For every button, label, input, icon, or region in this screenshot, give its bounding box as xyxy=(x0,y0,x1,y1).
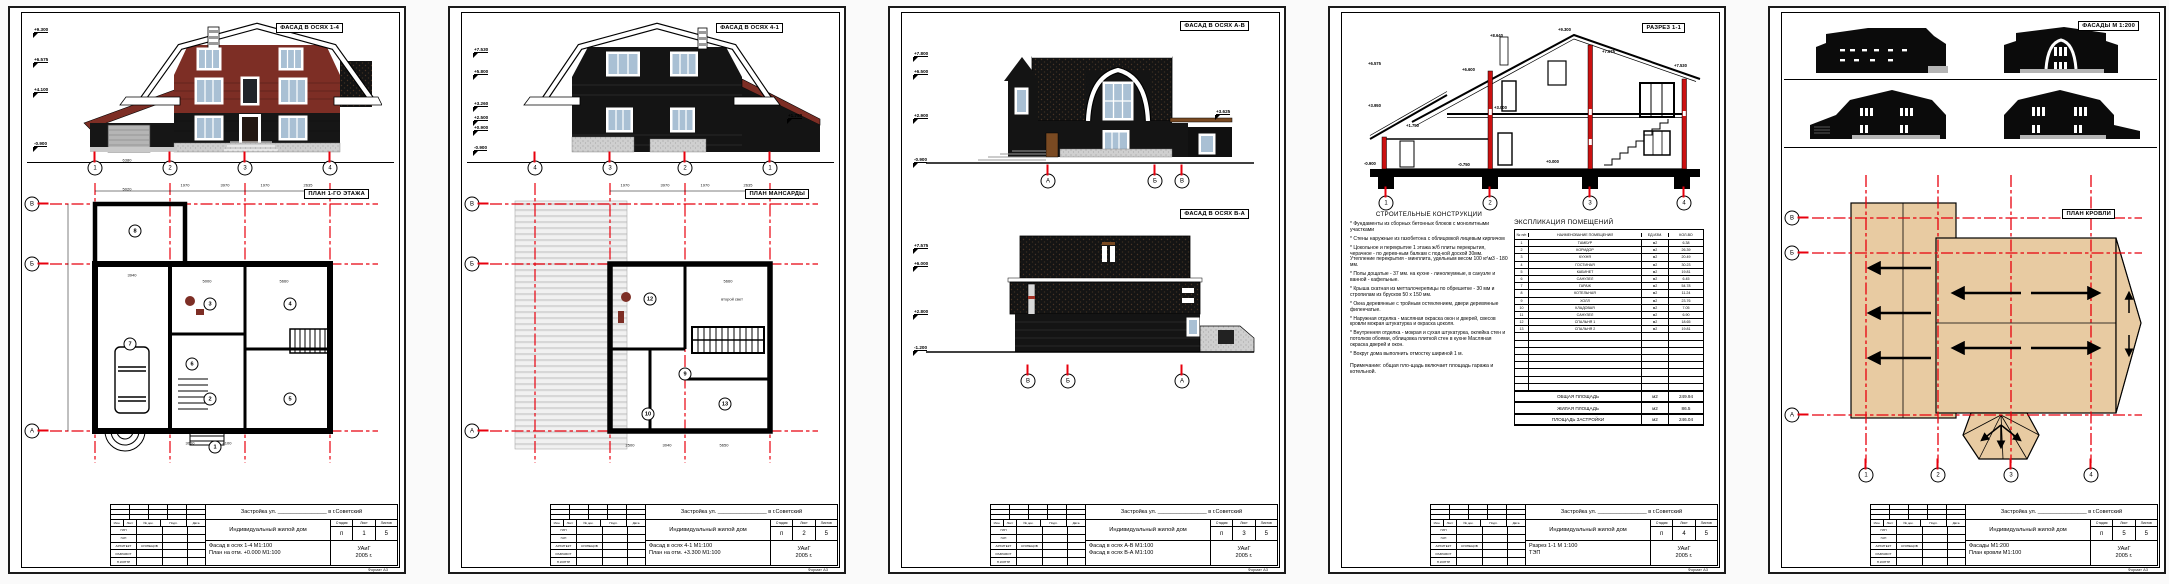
room-number: 3 xyxy=(204,298,217,311)
dimension: 1970 xyxy=(620,182,630,188)
organization: УАиГ 2005 г. xyxy=(355,546,373,559)
room-schedule-row: 9 ХОЛЛ м2 23.76 xyxy=(1515,298,1703,305)
sheet-2 xyxy=(448,6,846,574)
mini-facade-3 xyxy=(1804,83,1970,141)
project-name: Индивидуальный жилой дом xyxy=(206,520,331,540)
svg-text:+7.530: +7.530 xyxy=(1674,63,1687,68)
mini-facade-1 xyxy=(1810,23,1960,75)
svg-text:+0.000: +0.000 xyxy=(1546,159,1559,164)
construction-notes xyxy=(1350,211,1508,375)
attic-plan-drawing xyxy=(480,179,825,479)
sheet-total: 5 xyxy=(824,530,828,537)
sheet-1-frame xyxy=(21,12,400,568)
axis-bubble: Б xyxy=(465,257,480,272)
project-address: Застройка ул. ________________ в г.Советский xyxy=(1086,505,1277,520)
room-schedule-row: 6 САНУЗЕЛ м2 6.45 xyxy=(1515,276,1703,283)
format-note: Формат А3 xyxy=(1687,567,1708,572)
view-label-plan-1: ПЛАН 1-ГО ЭТАЖА xyxy=(304,189,369,199)
axis-bubble: 1 xyxy=(763,161,778,176)
axis-bubble: Б xyxy=(1148,174,1163,189)
svg-text:+3.950: +3.950 xyxy=(1368,103,1381,108)
room-schedule xyxy=(1514,219,1704,426)
organization: УАиГ 2005 г. xyxy=(795,546,813,559)
sheet-content-description: Фасад в осях 4-1 М1:100 План на отм. +3.300 М1:100 xyxy=(646,541,771,565)
construction-note-item: * Внутренняя отделка - мокрая и сухая штукатурка, оклейка стен и потолков обоями, облицовка плиткой стен в кухне Масляная окраска дверей и окон. xyxy=(1350,330,1506,349)
sheet-4-frame xyxy=(1341,12,1720,568)
view-label-roof-plan: ПЛАН КРОВЛИ xyxy=(2062,209,2115,219)
room-number: 12 xyxy=(644,293,657,306)
axis-bubble: В xyxy=(1785,211,1800,226)
dimension: 5000 xyxy=(202,278,212,284)
axis-bubble: В xyxy=(1175,174,1190,189)
room-number: 6 xyxy=(186,358,199,371)
organization: УАиГ 2005 г. xyxy=(1235,546,1253,559)
dimension: 4100 xyxy=(222,440,232,446)
view-label-facade-4-1: ФАСАД В ОСЯХ 4-1 xyxy=(716,23,783,33)
axis-bubble: 3 xyxy=(238,161,253,176)
room-schedule-row: 4 ГОСТИНАЯ м2 30.23 xyxy=(1515,262,1703,269)
construction-note-item: * Вокруг дома выполнить отмостку шириной 1 м. xyxy=(1350,351,1463,358)
sheet-total: 5 xyxy=(2144,530,2148,537)
stage-value: п xyxy=(331,527,353,540)
empty-row xyxy=(1515,333,1703,340)
axis-bubble: 3 xyxy=(2004,468,2019,483)
stage-value: п xyxy=(1651,527,1673,540)
svg-text:-0.750: -0.750 xyxy=(1458,162,1470,167)
dimension: 5020 xyxy=(122,186,132,192)
title-block: Изм. Лист № док. Подп. Дата ГИП ГАП АРХИТЕКТ КУЗНЕЦОВ РАЗРАБОТ Н.КОНТР Застройка ул. ________________ в г.Советский Индивидуальный жилой дом Стадия Лист Листов п 1 5 Фасад в осях 1-4 М1:100 План на отм. +0.000 М1:100 УАиГ 2005 г. xyxy=(110,504,398,566)
axis-bubble: 2 xyxy=(163,161,178,176)
axis-bubble: 2 xyxy=(1931,468,1946,483)
room-schedule-total: ОБЩАЯ ПЛОЩАДЬ м2 249.94 xyxy=(1515,391,1703,403)
axis-bubble: 3 xyxy=(1583,196,1598,211)
sheet-total: 5 xyxy=(384,530,388,537)
ground-line xyxy=(467,162,834,163)
sheet-number: 2 xyxy=(793,527,815,540)
sheet-5 xyxy=(1768,6,2166,574)
stage-value: п xyxy=(2091,527,2113,540)
construction-note-item: * Фундаменты из сборных бетонных блоков с монолитными участками xyxy=(1350,221,1490,233)
sheet-2-frame xyxy=(461,12,840,568)
empty-row xyxy=(1515,355,1703,362)
room-schedule-title: ЭКСПЛИКАЦИЯ ПОМЕЩЕНИЙ xyxy=(1514,219,1614,226)
axis-bubble: Б xyxy=(25,257,40,272)
project-address: Застройка ул. ________________ в г.Советский xyxy=(206,505,397,520)
svg-text:+1.750: +1.750 xyxy=(1406,123,1419,128)
room-schedule-header: № п/п НАИМЕНОВАНИЕ ПОМЕЩЕНИЙ ЕД.ИЗМ. КОЛ-ВО xyxy=(1515,230,1703,240)
title-block-revision-table: Изм. Лист № док. Подп. Дата ГИП ГАП АРХИТЕКТ КУЗНЕЦОВ РАЗРАБОТ Н.КОНТР xyxy=(551,505,646,565)
sheet-number: 4 xyxy=(1673,527,1695,540)
dimension: второй свет xyxy=(721,296,743,302)
view-label-section-1-1: РАЗРЕЗ 1-1 xyxy=(1642,23,1685,33)
elevation-marks: +9.300 +6.575 +4.100 -0.900 xyxy=(34,27,49,146)
construction-note-item: * Окна деревянные с тройным остеклением, двери деревянные филенчатые. xyxy=(1350,300,1499,313)
construction-note-item: * Наружная отделка - масляная окраска окон и дверей, свесов кровли мокрая штукатурка и окраска цоколя. xyxy=(1350,315,1496,328)
project-name: Индивидуальный жилой дом xyxy=(1086,520,1211,540)
dimension: 1970 xyxy=(700,182,710,188)
title-block-revision-table: Изм. Лист № док. Подп. Дата ГИП ГАП АРХИТЕКТ КУЗНЕЦОВ РАЗРАБОТ Н.КОНТР xyxy=(1871,505,1966,565)
construction-note-item: * Цокольное и перекрытие 1 этажа ж/б плиты перекрытия, черачное - по дерев-ным балкам с под-кой доской 30мм. Утепление перекрытия - минплита, удельным весом 100 кг\м3 - 180 мм. xyxy=(1350,244,1508,269)
dimension: 5660 xyxy=(279,278,289,284)
facade-v-a-drawing xyxy=(920,218,1260,368)
room-schedule-row: 13 СПАЛЬНЯ 2 м2 19.81 xyxy=(1515,326,1703,333)
axis-bubble: А xyxy=(1175,374,1190,389)
title-block-revision-table: Изм. Лист № док. Подп. Дата ГИП ГАП АРХИТЕКТ КУЗНЕЦОВ РАЗРАБОТ Н.КОНТР xyxy=(991,505,1086,565)
stage-value: п xyxy=(771,527,793,540)
sheet-number: 5 xyxy=(2113,527,2135,540)
dimension: 3000 xyxy=(185,440,195,446)
axis-bubble: В xyxy=(465,197,480,212)
elevation-marks: +7.530 +5.800 +3.260 +2.500 +0.900 -0.900 +1.750 xyxy=(474,47,803,150)
sheet-number: 3 xyxy=(1233,527,1255,540)
view-label-attic-plan: ПЛАН МАНСАРДЫ xyxy=(745,189,809,199)
dimension: 6380 xyxy=(122,157,132,163)
room-number: 5 xyxy=(284,393,297,406)
room-schedule-total: ПЛОЩАДЬ ЗАСТРОЙКИ м2 246.04 xyxy=(1515,414,1703,426)
room-schedule-row: 5 КАБИНЕТ м2 19.81 xyxy=(1515,269,1703,276)
title-block: Изм. Лист № док. Подп. Дата ГИП ГАП АРХИТЕКТ КУЗНЕЦОВ РАЗРАБОТ Н.КОНТР Застройка ул. ________________ в г.Советский Индивидуальный жилой дом Стадия Лист Листов п 2 5 Фасад в осях 4-1 М1:100 План на отм. +3.300 М1:100 УАиГ 2005 г. xyxy=(550,504,838,566)
room-number: 10 xyxy=(642,408,655,421)
title-block: Изм. Лист № док. Подп. Дата ГИП ГАП АРХИТЕКТ КУЗНЕЦОВ РАЗРАБОТ Н.КОНТР Застройка ул. ________________ в г.Советский Индивидуальный жилой дом Стадия Лист Листов п 5 5 Фасады М1:200 План кровли М1:100 УАиГ 2005 г. xyxy=(1870,504,2158,566)
section-1-1-drawing xyxy=(1352,19,1712,197)
project-name: Индивидуальный жилой дом xyxy=(1966,520,2091,540)
stage-value: п xyxy=(1211,527,1233,540)
axis-bubble: 4 xyxy=(1677,196,1692,211)
axis-bubble: 3 xyxy=(603,161,618,176)
project-address: Застройка ул. ________________ в г.Советский xyxy=(646,505,837,520)
view-label-facades: ФАСАДЫ М 1:200 xyxy=(2078,21,2139,31)
dimension: 1970 xyxy=(260,182,270,188)
project-name: Индивидуальный жилой дом xyxy=(646,520,771,540)
axis-bubble: 2 xyxy=(1483,196,1498,211)
svg-text:+6.600: +6.600 xyxy=(1462,67,1475,72)
room-number: 4 xyxy=(284,298,297,311)
empty-row xyxy=(1515,377,1703,384)
sheet-total: 5 xyxy=(1704,530,1708,537)
elevation-marks: +7.800 +6.500 +2.900 -0.900 +3.625 +7.575 +6.000 +2.800 -1.200 xyxy=(914,51,1231,350)
room-schedule-row: 2 КОРИДОР м2 26.39 xyxy=(1515,247,1703,254)
dimension: 3970 xyxy=(660,182,670,188)
svg-text:+6.575: +6.575 xyxy=(1368,61,1381,66)
room-number: 1 xyxy=(209,441,222,454)
mini-facade-4 xyxy=(1980,83,2146,141)
sheet-content-description: Фасад в осях 1-4 М1:100 План на отм. +0.000 М1:100 xyxy=(206,541,331,565)
sheet-3-frame xyxy=(901,12,1280,568)
svg-text:+3.000: +3.000 xyxy=(1494,105,1507,110)
empty-row xyxy=(1515,369,1703,376)
construction-note-item: * Крыша скатная из метталочерепицы по обрешетке - 30 мм и стропилам из брусков 50 х 150 мм. xyxy=(1350,286,1495,298)
organization: УАиГ 2005 г. xyxy=(1675,546,1693,559)
title-block-revision-table: Изм. Лист № док. Подп. Дата ГИП ГАП АРХИТЕКТ КУЗНЕЦОВ РАЗРАБОТ Н.КОНТР xyxy=(111,505,206,565)
room-number: 8 xyxy=(129,225,142,238)
floor-plan-1-drawing xyxy=(40,179,385,479)
room-schedule-row: 3 КУХНЯ м2 20.49 xyxy=(1515,254,1703,261)
ground-line xyxy=(27,162,394,163)
empty-row xyxy=(1515,362,1703,369)
svg-text:-0.900: -0.900 xyxy=(1364,161,1376,166)
axis-bubble: 4 xyxy=(528,161,543,176)
axis-bubble: В xyxy=(25,197,40,212)
room-schedule-row: 12 СПАЛЬНЯ 1 м2 18.65 xyxy=(1515,319,1703,326)
project-address: Застройка ул. ________________ в г.Советский xyxy=(1966,505,2157,520)
svg-text:+8.640: +8.640 xyxy=(1490,33,1503,38)
view-label-facade-v-a: ФАСАД В ОСЯХ В-А xyxy=(1180,209,1249,219)
title-block: Изм. Лист № док. Подп. Дата ГИП ГАП АРХИТЕКТ КУЗНЕЦОВ РАЗРАБОТ Н.КОНТР Застройка ул. ________________ в г.Советский Индивидуальный жилой дом Стадия Лист Листов п 3 5 Фасад в осях А-В М1:100 Фасад в осях В-А М1:100 УАиГ 2005 г. xyxy=(990,504,1278,566)
room-number: 2 xyxy=(204,393,217,406)
room-schedule-row: 11 САНУЗЕЛ м2 6.90 xyxy=(1515,312,1703,319)
title-block: Изм. Лист № док. Подп. Дата ГИП ГАП АРХИТЕКТ КУЗНЕЦОВ РАЗРАБОТ Н.КОНТР Застройка ул. ________________ в г.Советский Индивидуальный жилой дом Стадия Лист Листов п 4 5 Разрез 1-1 М 1:100 ТЭП УАиГ 2005 г. xyxy=(1430,504,1718,566)
construction-note-item: * Стены наружные из газобетона с облицовкой лицевым кирпичом xyxy=(1350,235,1505,242)
sheet-3 xyxy=(888,6,1286,574)
sheet-content-description: Фасад в осях А-В М1:100 Фасад в осях В-А М1:100 xyxy=(1086,541,1211,565)
axis-bubble: 1 xyxy=(1859,468,1874,483)
axis-bubble: А xyxy=(1041,174,1056,189)
room-number: 7 xyxy=(124,338,137,351)
format-note: Формат А3 xyxy=(2127,567,2148,572)
construction-note-item: * Полы дощатые - 37 мм. на кухне - линолеумные, в санузле и ванной - кафельные. xyxy=(1350,271,1496,284)
sheet-total: 5 xyxy=(1264,530,1268,537)
room-schedule-row: 7 ГАРАЖ м2 54.78 xyxy=(1515,283,1703,290)
format-note: Формат А3 xyxy=(1247,567,1268,572)
axis-bubble: А xyxy=(25,424,40,439)
room-number: 13 xyxy=(719,398,732,411)
construction-notes-title: СТРОИТЕЛЬНЫЕ КОНСТРУКЦИИ xyxy=(1375,211,1483,218)
axis-bubble: Б xyxy=(1785,246,1800,261)
project-address: Застройка ул. ________________ в г.Советский xyxy=(1526,505,1717,520)
axis-bubble: 2 xyxy=(678,161,693,176)
dimension: 5660 xyxy=(723,278,733,284)
sheet-1 xyxy=(8,6,406,574)
view-label-facade-a-v: ФАСАД В ОСЯХ А-В xyxy=(1180,21,1249,31)
facade-a-v-drawing xyxy=(920,23,1260,173)
dimension: 2635 xyxy=(743,182,753,188)
axis-bubble: 4 xyxy=(2084,468,2099,483)
facade-4-1-drawing xyxy=(522,19,822,159)
axis-bubble: 1 xyxy=(1379,196,1394,211)
room-schedule-row: 1 ТАМБУР м2 6.38 xyxy=(1515,240,1703,247)
dimension: 5650 xyxy=(719,442,729,448)
room-schedule-total: ЖИЛАЯ ПЛОЩАДЬ м2 86.5 xyxy=(1515,402,1703,414)
organization: УАиГ 2005 г. xyxy=(2115,546,2133,559)
sheet-content-description: Разрез 1-1 М 1:100 ТЭП xyxy=(1526,541,1651,565)
sheet-content-description: Фасады М1:200 План кровли М1:100 xyxy=(1966,541,2091,565)
dimension: 3970 xyxy=(220,182,230,188)
sheet-number: 1 xyxy=(353,527,375,540)
dimension: 1970 xyxy=(180,182,190,188)
construction-note-final: Примечание: общая пло-щадь включает площадь гаража и котельной. xyxy=(1350,362,1494,376)
sheet-5-frame xyxy=(1781,12,2160,568)
format-note: Формат А3 xyxy=(367,567,388,572)
view-label-facade-1-4: ФАСАД В ОСЯХ 1-4 xyxy=(276,23,343,33)
axis-bubble: В xyxy=(1021,374,1036,389)
axis-bubble: 1 xyxy=(88,161,103,176)
axis-bubble: А xyxy=(1785,408,1800,423)
empty-row xyxy=(1515,341,1703,348)
svg-text:+9.300: +9.300 xyxy=(1558,27,1571,32)
room-number: 9 xyxy=(679,368,692,381)
format-note: Формат А3 xyxy=(807,567,828,572)
empty-row xyxy=(1515,348,1703,355)
room-schedule-row: 8 КОТЕЛЬНАЯ м2 11.24 xyxy=(1515,290,1703,297)
room-schedule-row: 10 КЛАДОВАЯ м2 7.05 xyxy=(1515,305,1703,312)
axis-bubble: Б xyxy=(1061,374,1076,389)
axis-bubble: А xyxy=(465,424,480,439)
facade-1-4-drawing xyxy=(82,19,382,159)
dimension: 3940 xyxy=(127,272,137,278)
dimension: 3040 xyxy=(662,442,672,448)
project-name: Индивидуальный жилой дом xyxy=(1526,520,1651,540)
axis-bubble: 4 xyxy=(323,161,338,176)
dimension: 2635 xyxy=(303,182,313,188)
svg-text:+7.675: +7.675 xyxy=(1602,49,1615,54)
dimension: 2500 xyxy=(625,442,635,448)
title-block-revision-table: Изм. Лист № док. Подп. Дата ГИП ГАП АРХИТЕКТ КУЗНЕЦОВ РАЗРАБОТ Н.КОНТР xyxy=(1431,505,1526,565)
empty-row xyxy=(1515,384,1703,391)
sheet-4 xyxy=(1328,6,1726,574)
